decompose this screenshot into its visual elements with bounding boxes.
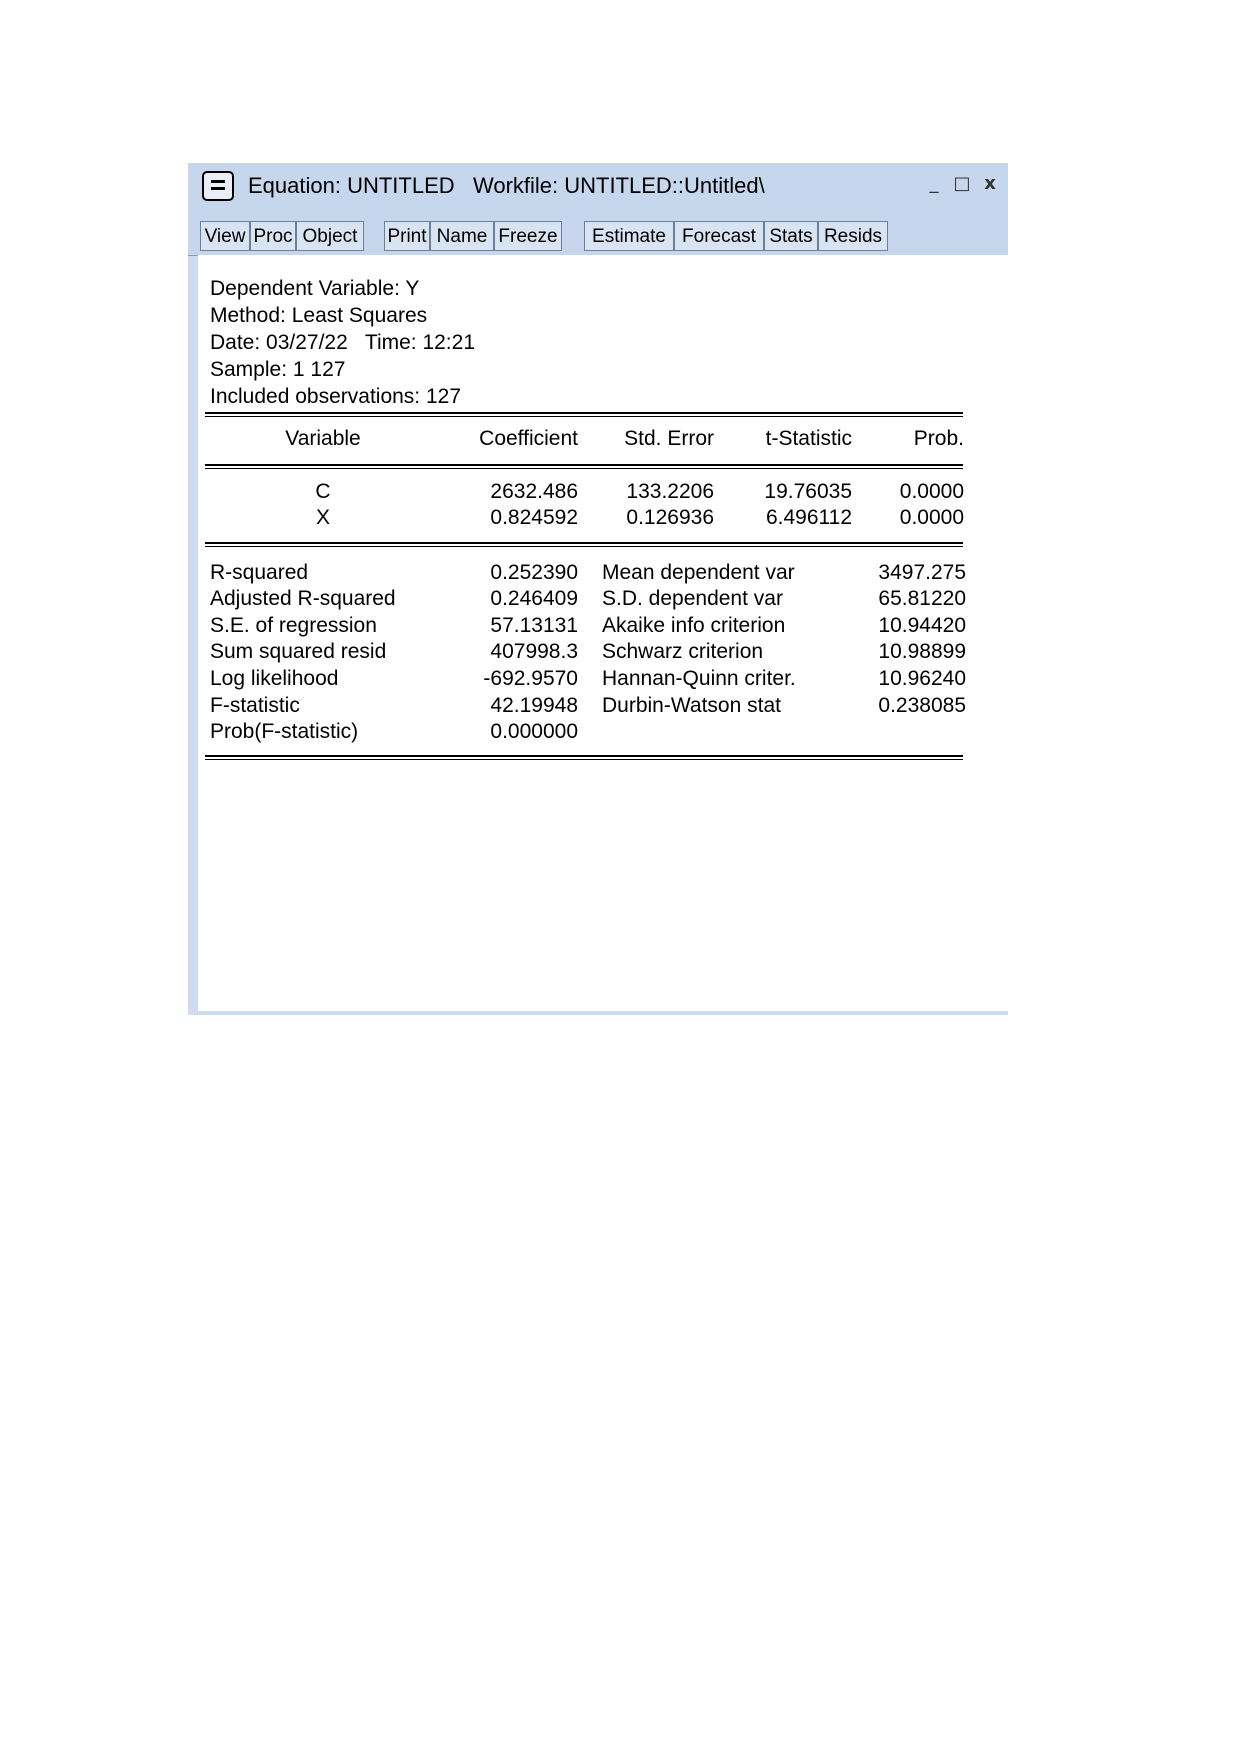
forecast-button[interactable]: Forecast bbox=[674, 221, 764, 251]
maximize-icon[interactable]: □ bbox=[953, 173, 971, 194]
proc-button[interactable]: Proc bbox=[250, 221, 296, 251]
table-bottom-rule bbox=[205, 755, 963, 760]
table-top-rule bbox=[205, 412, 963, 417]
stat-label-f-statistic: F-statistic bbox=[210, 694, 300, 717]
stat-label-schwarz: Schwarz criterion bbox=[602, 640, 764, 663]
output-pane bbox=[198, 255, 1008, 1011]
view-button[interactable]: View bbox=[200, 221, 250, 251]
col-header-t-statistic: t-Statistic bbox=[765, 427, 852, 450]
coef-value-c: 2632.486 bbox=[490, 480, 578, 503]
stat-value-se-regression: 57.13131 bbox=[490, 614, 578, 637]
stat-value-sd-dep: 65.81220 bbox=[878, 587, 966, 610]
stat-label-adj-r-squared: Adjusted R-squared bbox=[210, 587, 396, 610]
stat-label-mean-dep: Mean dependent var bbox=[602, 561, 795, 584]
equation-window bbox=[188, 163, 1008, 1015]
object-button[interactable]: Object bbox=[296, 221, 364, 251]
coef-value-x: 0.824592 bbox=[490, 506, 578, 529]
tstat-value-c: 19.76035 bbox=[764, 480, 852, 503]
stat-value-durbin-watson: 0.238085 bbox=[878, 694, 966, 717]
sample-line: Sample: 1 127 bbox=[210, 358, 346, 381]
stderr-value-c: 133.2206 bbox=[626, 480, 714, 503]
col-header-coefficient: Coefficient bbox=[479, 427, 578, 450]
stat-label-sd-dep: S.D. dependent var bbox=[602, 587, 783, 610]
stat-label-prob-f: Prob(F-statistic) bbox=[210, 720, 359, 743]
stat-value-schwarz: 10.98899 bbox=[878, 640, 966, 663]
prob-value-x: 0.0000 bbox=[899, 506, 964, 529]
col-header-variable: Variable bbox=[285, 427, 361, 450]
coef-variable-x: X bbox=[315, 506, 330, 529]
estimate-button[interactable]: Estimate bbox=[584, 221, 674, 251]
close-icon[interactable]: x bbox=[984, 173, 996, 194]
stat-value-akaike: 10.94420 bbox=[878, 614, 966, 637]
minimize-icon[interactable]: _ bbox=[929, 173, 939, 194]
stat-label-r-squared: R-squared bbox=[210, 561, 309, 584]
stat-label-ssr: Sum squared resid bbox=[210, 640, 387, 663]
stat-label-hannan-quinn: Hannan-Quinn criter. bbox=[602, 667, 796, 690]
freeze-button[interactable]: Freeze bbox=[494, 221, 562, 251]
tstat-value-x: 6.496112 bbox=[765, 506, 852, 529]
window-title: Equation: UNTITLED Workfile: UNTITLED::Untitled\ bbox=[248, 173, 765, 198]
resids-button[interactable]: Resids bbox=[818, 221, 888, 251]
system-menu-icon[interactable] bbox=[202, 171, 234, 201]
coef-variable-c: C bbox=[315, 480, 331, 503]
stats-button[interactable]: Stats bbox=[764, 221, 818, 251]
stat-value-mean-dep: 3497.275 bbox=[878, 561, 966, 584]
prob-value-c: 0.0000 bbox=[899, 480, 964, 503]
header-rule bbox=[205, 464, 963, 469]
stat-value-hannan-quinn: 10.96240 bbox=[878, 667, 966, 690]
stat-value-log-likelihood: -692.9570 bbox=[483, 667, 578, 690]
toolbar bbox=[188, 217, 1008, 256]
stat-value-ssr: 407998.3 bbox=[490, 640, 578, 663]
stat-value-r-squared: 0.252390 bbox=[490, 561, 578, 584]
name-button[interactable]: Name bbox=[430, 221, 494, 251]
stat-label-se-regression: S.E. of regression bbox=[210, 614, 377, 637]
stat-label-akaike: Akaike info criterion bbox=[602, 614, 786, 637]
print-button[interactable]: Print bbox=[384, 221, 430, 251]
coef-bottom-rule bbox=[205, 542, 963, 547]
observations-line: Included observations: 127 bbox=[210, 385, 462, 408]
stat-value-prob-f: 0.000000 bbox=[490, 720, 578, 743]
stderr-value-x: 0.126936 bbox=[626, 506, 714, 529]
date-time-line: Date: 03/27/22 Time: 12:21 bbox=[210, 331, 476, 354]
title-bar[interactable] bbox=[188, 163, 1008, 217]
col-header-std-error: Std. Error bbox=[624, 427, 714, 450]
stat-value-adj-r-squared: 0.246409 bbox=[490, 587, 578, 610]
col-header-prob: Prob. bbox=[913, 427, 964, 450]
stat-label-durbin-watson: Durbin-Watson stat bbox=[602, 694, 781, 717]
dependent-variable: Dependent Variable: Y bbox=[210, 277, 420, 300]
stat-value-f-statistic: 42.19948 bbox=[490, 694, 578, 717]
method-line: Method: Least Squares bbox=[210, 304, 428, 327]
stat-label-log-likelihood: Log likelihood bbox=[210, 667, 339, 690]
